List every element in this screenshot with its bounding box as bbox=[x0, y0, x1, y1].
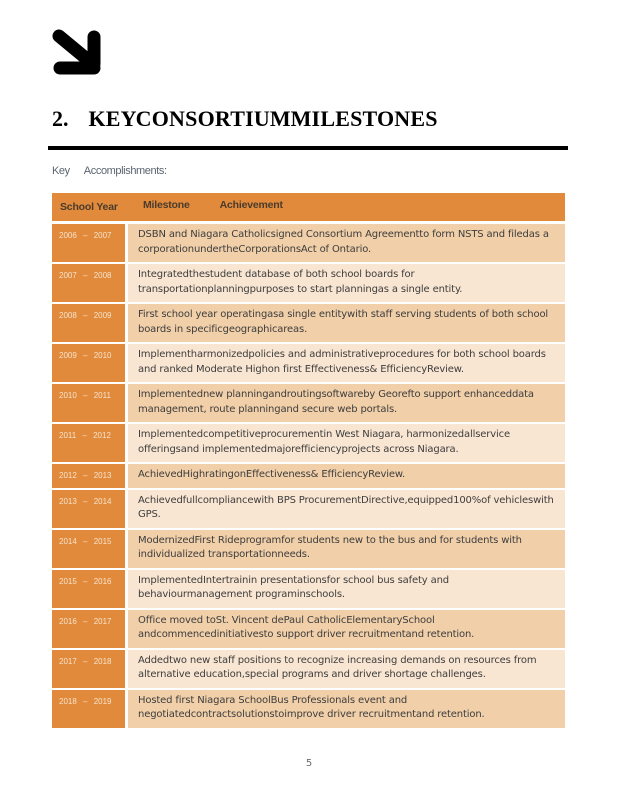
table-row bbox=[52, 464, 565, 490]
row-year: 2012 – 2013 bbox=[52, 464, 125, 488]
header-school-year: School Year bbox=[60, 201, 118, 213]
milestones-table bbox=[52, 193, 565, 730]
page-title: KEY CONSORTIUM MILESTONES bbox=[88, 106, 438, 131]
row-milestone: Achievedfullcompliancewith BPS ProcurementDirective,equipped100%of vehicleswith GPS. bbox=[125, 490, 565, 528]
row-year: 2015 – 2016 bbox=[52, 570, 125, 608]
row-year: 2006 – 2007 bbox=[52, 224, 125, 262]
row-milestone: Integratedthestudent database of both school boards for transportationplanningpurposes to start planningas a single entity. bbox=[125, 264, 565, 302]
table-row bbox=[52, 690, 565, 730]
row-year: 2010 – 2011 bbox=[52, 384, 125, 422]
table-row bbox=[52, 224, 565, 264]
row-year: 2014 – 2015 bbox=[52, 530, 125, 568]
table-body bbox=[52, 224, 565, 730]
row-milestone: AchievedHighratingonEffectiveness& EfficiencyReview. bbox=[125, 464, 565, 488]
row-milestone: Office moved toSt. Vincent dePaul CatholicElementarySchool andcommencedinitiativesto support driver recruitmentand retention. bbox=[125, 610, 565, 648]
row-year: 2016 – 2017 bbox=[52, 610, 125, 648]
row-milestone: Addedtwo new staff positions to recognize increasing demands on resources from alternative education,special programs and driver shortage challenges. bbox=[125, 650, 565, 688]
key-accomplishments-label: Key Accomplishments: bbox=[52, 165, 167, 177]
header-milestone-achievement bbox=[130, 193, 565, 221]
table-row bbox=[52, 570, 565, 610]
row-milestone: ModernizedFirst Rideprogramfor students new to the bus and for students with individualized transportationneeds. bbox=[125, 530, 565, 568]
row-year: 2017 – 2018 bbox=[52, 650, 125, 688]
row-milestone: DSBN and Niagara Catholicsigned Consortium Agreementto form NSTS and filedas a corporationundertheCorporationsAct of Ontario. bbox=[125, 224, 565, 262]
heading-rule bbox=[48, 146, 568, 150]
table-row bbox=[52, 490, 565, 530]
row-milestone: Implementednew planningandroutingsoftwareby Georefto support enhanceddata management, route planningand secure web portals. bbox=[125, 384, 565, 422]
table-row bbox=[52, 530, 565, 570]
table-row bbox=[52, 344, 565, 384]
row-milestone: Implementedcompetitiveprocurementin West Niagara, harmonizedallservice offeringsand implementedmajorefficiencyprojects across Niagara. bbox=[125, 424, 565, 462]
header-milestone: Milestone bbox=[143, 199, 190, 211]
arrow-down-right-icon bbox=[50, 28, 106, 78]
row-milestone: First school year operatingasa single entitywith staff serving students of both school boards in specificgeographicareas. bbox=[125, 304, 565, 342]
header-achievement: Achievement bbox=[219, 199, 283, 211]
table-header bbox=[52, 193, 565, 224]
row-year: 2013 – 2014 bbox=[52, 490, 125, 528]
table-row bbox=[52, 304, 565, 344]
table-row bbox=[52, 650, 565, 690]
row-milestone: Implementharmonizedpolicies and administrativeprocedures for both school boards and ranked Moderate Highon first Effectiveness& EfficiencyReview. bbox=[125, 344, 565, 382]
table-row bbox=[52, 424, 565, 464]
table-row bbox=[52, 384, 565, 424]
row-year: 2007 – 2008 bbox=[52, 264, 125, 302]
row-year: 2009 – 2010 bbox=[52, 344, 125, 382]
heading-number: 2. bbox=[52, 106, 69, 131]
row-year: 2018 – 2019 bbox=[52, 690, 125, 728]
row-year: 2011 – 2012 bbox=[52, 424, 125, 462]
section-heading bbox=[52, 106, 438, 132]
page-number: 5 bbox=[305, 758, 313, 769]
table-row bbox=[52, 264, 565, 304]
table-row bbox=[52, 610, 565, 650]
row-milestone: ImplementedIntertrainin presentationsfor school bus safety and behaviourmanagement programinschools. bbox=[125, 570, 565, 608]
row-milestone: Hosted first Niagara SchoolBus Professionals event and negotiatedcontractsolutionstoimprove driver recruitmentand retention. bbox=[125, 690, 565, 728]
row-year: 2008 – 2009 bbox=[52, 304, 125, 342]
